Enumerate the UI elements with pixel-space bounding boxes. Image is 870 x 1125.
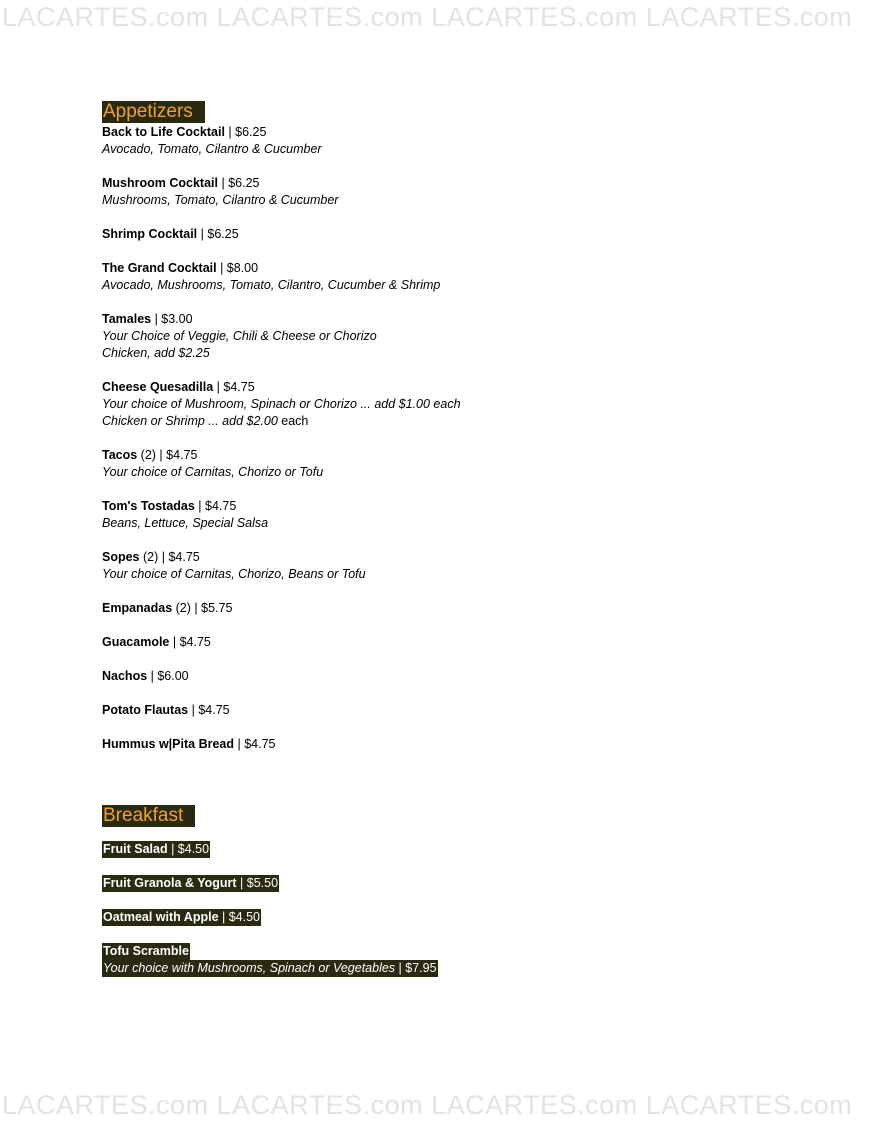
item-name: Guacamole xyxy=(102,635,170,649)
item-price: | $3.00 xyxy=(151,312,193,326)
item-price: | $8.00 xyxy=(216,261,259,275)
item-price: (2) | $5.75 xyxy=(172,601,233,615)
breakfast-item xyxy=(102,943,802,977)
item-name: Shrimp Cocktail xyxy=(102,227,198,241)
item-name: Empanadas xyxy=(102,601,173,615)
breakfast-item xyxy=(102,909,802,926)
item-price: | $6.00 xyxy=(147,669,189,683)
item-name: Back to Life Cocktail xyxy=(102,125,225,139)
item-name: Tacos xyxy=(102,448,138,462)
item-description: Your Choice of Veggie, Chili & Cheese or Chorizo xyxy=(102,329,377,343)
watermark-bottom: LACARTES.com LACARTES.com LACARTES.com LACARTES.com xyxy=(2,1090,853,1120)
breakfast-item-line xyxy=(102,875,279,892)
item-name: Hummus w|Pita Bread xyxy=(102,737,235,751)
item-price: | $4.75 xyxy=(169,635,211,649)
item-description-extra-plain: each xyxy=(277,414,309,428)
breakfast-item-line xyxy=(102,943,190,960)
menu-item xyxy=(102,447,802,481)
item-name: Cheese Quesadilla xyxy=(102,380,214,394)
menu-item xyxy=(102,549,802,583)
item-price: | $4.75 xyxy=(194,499,237,513)
item-price: | $4.75 xyxy=(213,380,255,394)
item-name: Sopes xyxy=(102,550,140,564)
appetizers-heading: Appetizers xyxy=(102,101,205,123)
item-price: | $6.25 xyxy=(224,125,267,139)
breakfast-item-line xyxy=(102,909,261,926)
item-description: Avocado, Tomato, Cilantro & Cucumber xyxy=(102,142,322,156)
item-name: Nachos xyxy=(102,669,148,683)
menu-item xyxy=(102,124,802,158)
item-description: Your choice of Carnitas, Chorizo, Beans or Tofu xyxy=(102,567,366,581)
breakfast-item xyxy=(102,875,802,892)
item-price: | $4.50 xyxy=(167,842,210,856)
item-name: Tofu Scramble xyxy=(103,944,189,958)
breakfast-item-line xyxy=(102,841,210,858)
menu-item xyxy=(102,634,802,651)
breakfast-item xyxy=(102,841,802,858)
item-description: Avocado, Mushrooms, Tomato, Cilantro, Cucumber & Shrimp xyxy=(102,278,441,292)
item-price: | $6.25 xyxy=(197,227,239,241)
item-name: Tamales xyxy=(102,312,152,326)
breakfast-heading: Breakfast xyxy=(102,805,195,827)
item-description-extra: Chicken, add $2.25 xyxy=(102,346,210,360)
menu-item xyxy=(102,600,802,617)
menu-content xyxy=(102,101,802,994)
item-description: Mushrooms, Tomato, Cilantro & Cucumber xyxy=(102,193,339,207)
item-name: Oatmeal with Apple xyxy=(103,910,219,924)
item-description: Your choice of Mushroom, Spinach or Chorizo ... add $1.00 each xyxy=(102,397,461,411)
menu-item xyxy=(102,736,802,753)
item-name: The Grand Cocktail xyxy=(102,261,217,275)
item-name: Fruit Salad xyxy=(103,842,168,856)
item-price: (2) | $4.75 xyxy=(137,448,198,462)
menu-item xyxy=(102,498,802,532)
item-description-extra-italic: Chicken or Shrimp ... add $2.00 xyxy=(102,414,278,428)
item-price: (2) | $4.75 xyxy=(139,550,200,564)
item-name: Potato Flautas xyxy=(102,703,189,717)
menu-item xyxy=(102,260,802,294)
menu-item xyxy=(102,668,802,685)
menu-item xyxy=(102,702,802,719)
item-price: | $5.50 xyxy=(236,876,279,890)
menu-item xyxy=(102,175,802,209)
item-description-extra xyxy=(102,413,802,430)
menu-item xyxy=(102,379,802,430)
item-price: | $4.50 xyxy=(218,910,261,924)
item-description: Your choice with Mushrooms, Spinach or Vegetables xyxy=(103,961,396,975)
item-description: Your choice of Carnitas, Chorizo or Tofu xyxy=(102,465,324,479)
watermark-top: LACARTES.com LACARTES.com LACARTES.com LACARTES.com xyxy=(2,2,853,32)
item-price: | $6.25 xyxy=(218,176,260,190)
item-price: | $4.75 xyxy=(234,737,276,751)
item-name: Fruit Granola & Yogurt xyxy=(103,876,237,890)
item-price: | $7.95 xyxy=(395,961,437,975)
menu-item xyxy=(102,311,802,362)
menu-item xyxy=(102,226,802,243)
item-price: | $4.75 xyxy=(188,703,230,717)
item-name: Mushroom Cocktail xyxy=(102,176,218,190)
item-name: Tom's Tostadas xyxy=(102,499,195,513)
item-description: Beans, Lettuce, Special Salsa xyxy=(102,516,269,530)
breakfast-item-line xyxy=(102,960,438,977)
